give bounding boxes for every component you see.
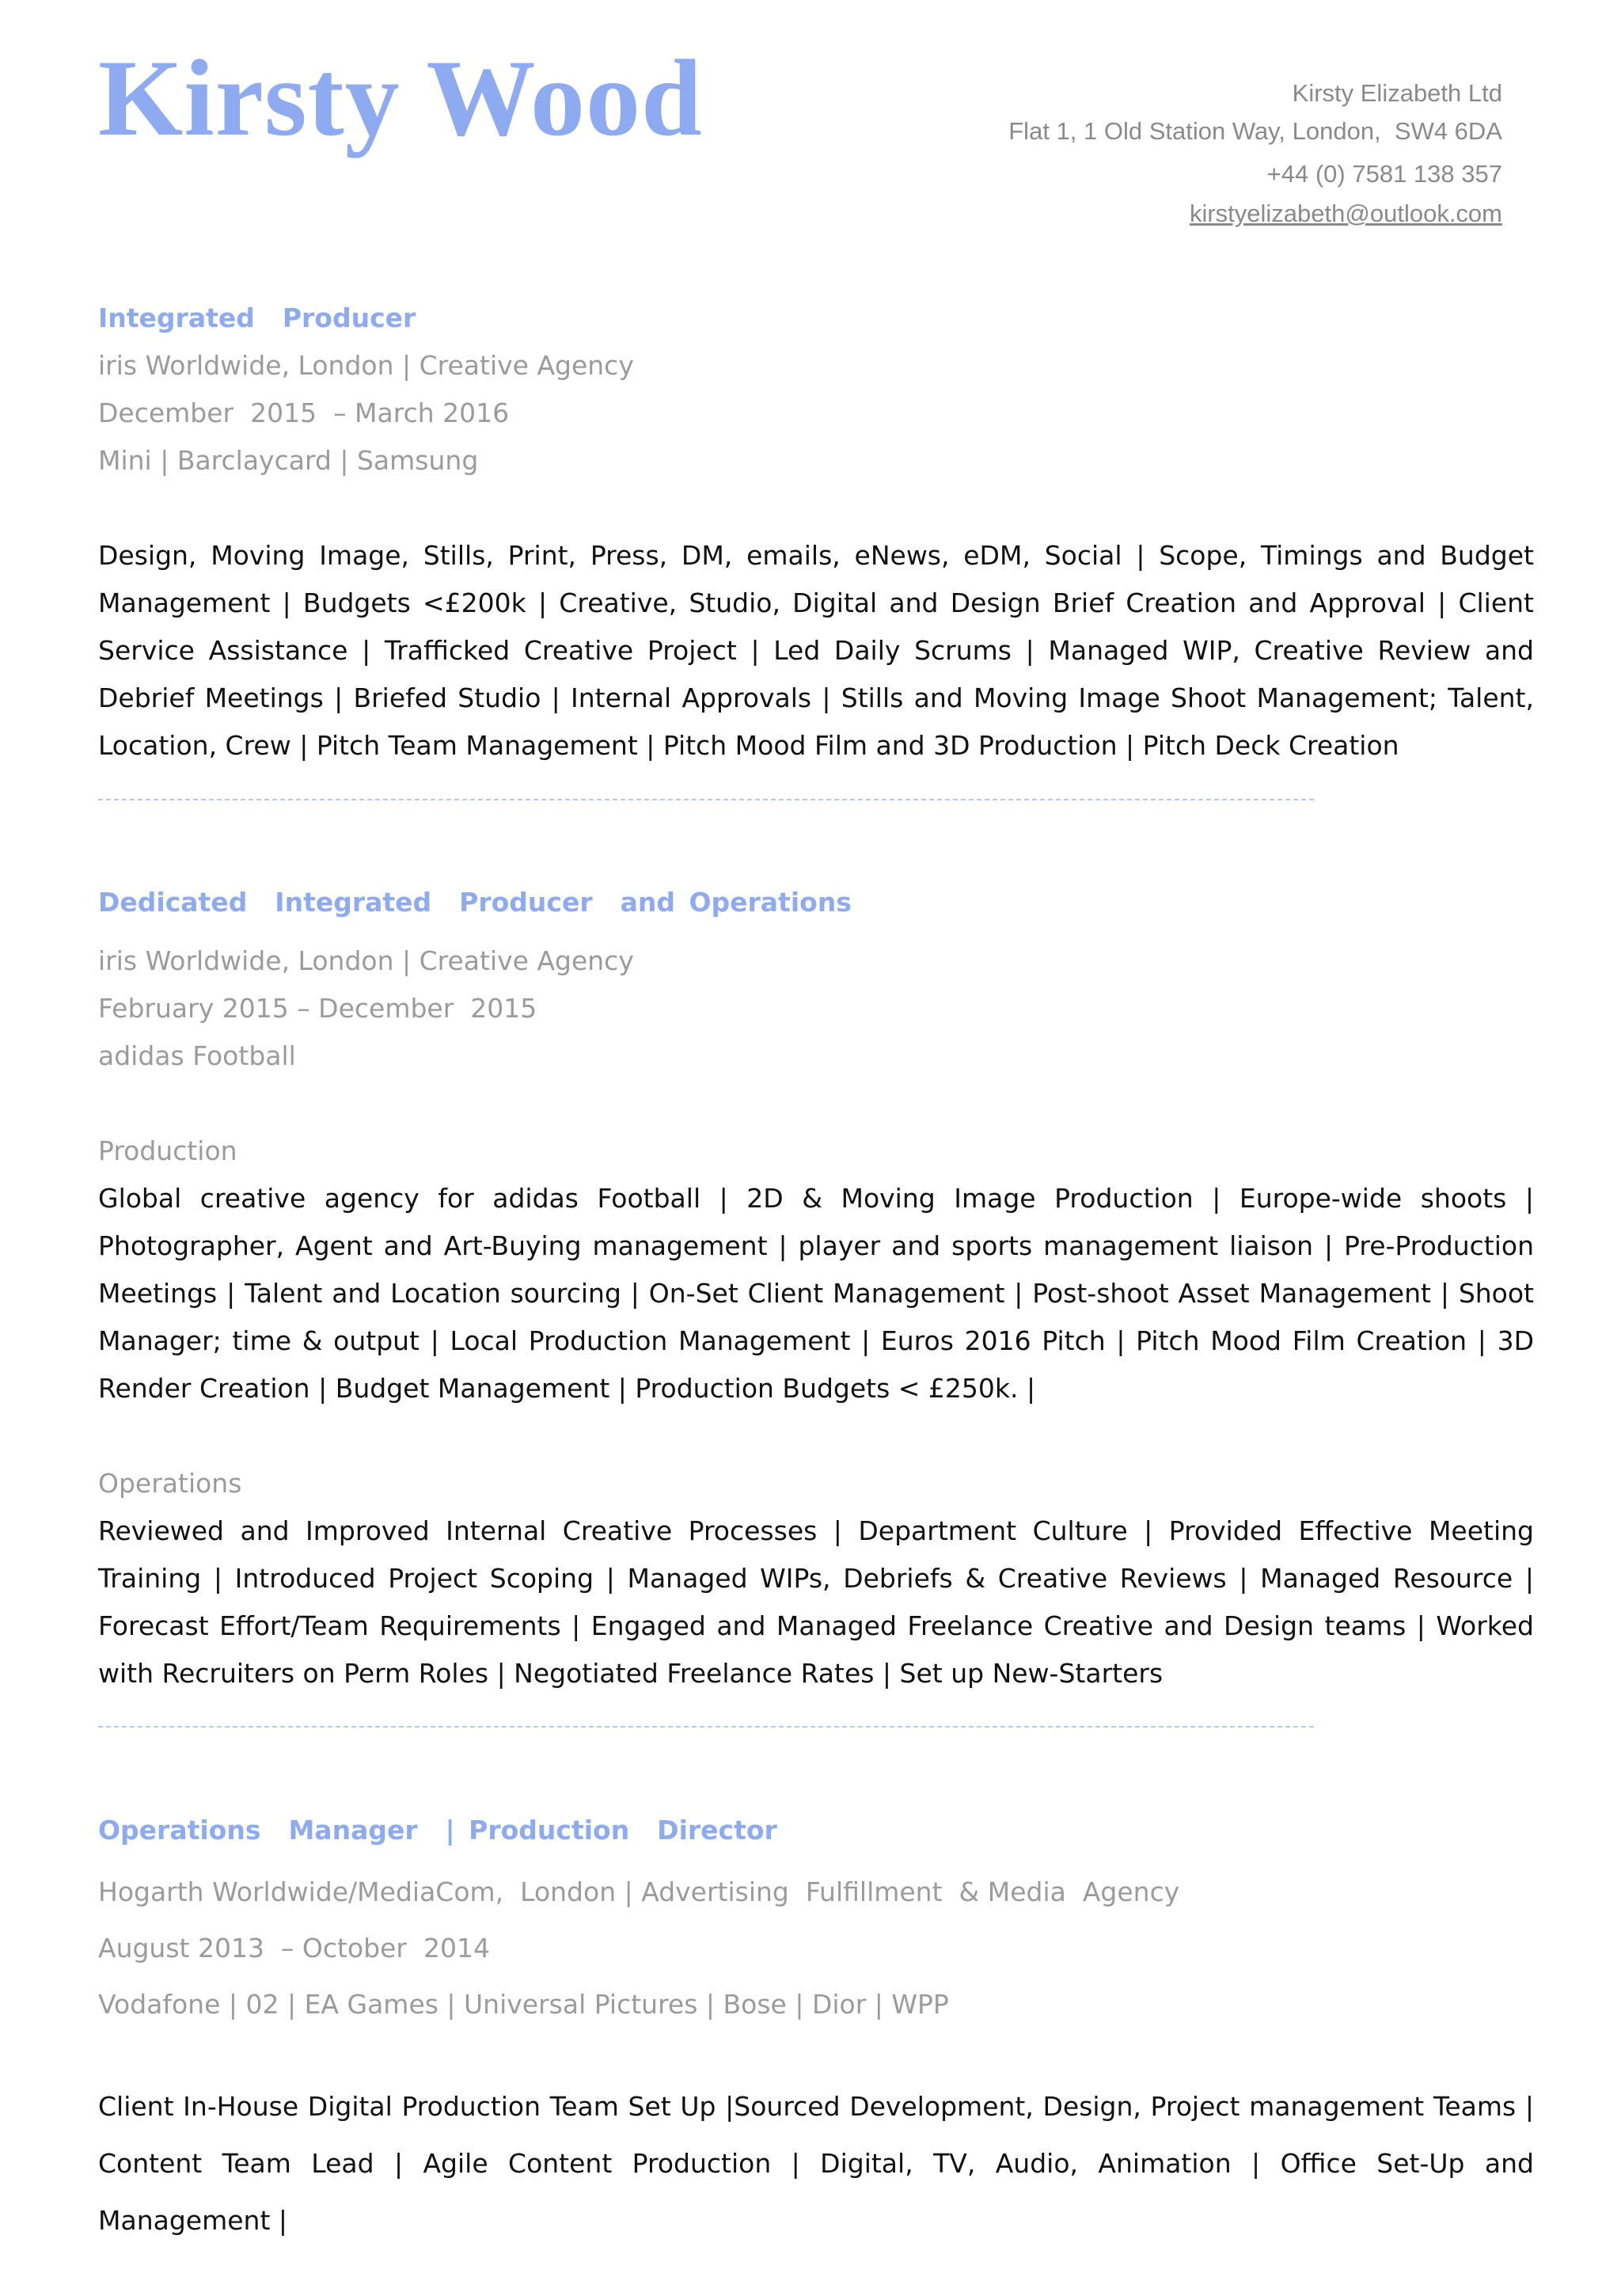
company-name: Kirsty Elizabeth Ltd <box>1292 79 1502 107</box>
job-entry-integrated-producer <box>98 295 1534 770</box>
job-clients: adidas Football <box>98 1040 296 1071</box>
job-company: iris Worldwide, London | Creative Agency <box>98 350 634 381</box>
job-description: Design, Moving Image, Stills, Print, Press, DM, emails, eNews, eDM, Social | Scope, Timings and Budget Management | Budgets <£200k | Creative, Studio, Digital and Design Brief Creation and Approval | Client Service Assistance | Trafficked Creative Project | Led Daily Scrums | Managed WIP, Creative Review and Debrief Meetings | Briefed Studio | Internal Approvals | Stills and Moving Image Shoot Management; Talent, Location, Crew | Pitch Team Management | Pitch Mood Film and 3D Production | Pitch Deck Creation <box>98 540 1534 761</box>
operations-heading: Operations <box>98 1468 242 1499</box>
address: Flat 1, 1 Old Station Way, London, SW4 6DA <box>1008 117 1502 145</box>
job-entry-operations-manager <box>98 1807 1534 2249</box>
candidate-name: Kirsty Wood <box>98 37 703 158</box>
job-company: Hogarth Worldwide/MediaCom, London | Advertising Fulfillment & Media Agency <box>98 1876 1180 1907</box>
job-dates: February 2015 – December 2015 <box>98 993 537 1024</box>
section-divider <box>98 1726 1314 1728</box>
section-divider <box>98 799 1314 800</box>
job-clients: Vodafone | 02 | EA Games | Universal Pictures | Bose | Dior | WPP <box>98 1989 949 2020</box>
job-title: Integrated Producer <box>98 302 416 333</box>
production-heading: Production <box>98 1135 237 1166</box>
job-description: Client In-House Digital Production Team Set Up |Sourced Development, Design, Project management Teams | Content Team Lead | Agile Content Production | Digital, TV, Audio, Animation | Office Set-Up and Management | <box>98 2091 1534 2236</box>
job-dates: August 2013 – October 2014 <box>98 1933 490 1963</box>
job-entry-dedicated-producer <box>98 879 1534 1697</box>
production-description: Global creative agency for adidas Football | 2D & Moving Image Production | Europe-wide shoots | Photographer, Agent and Art-Buying management | player and sports management liaison | Pre-Production Meetings | Talent and Location sourcing | On-Set Client Management | Post-shoot Asset Management | Shoot Manager; time & output | Local Production Management | Euros 2016 Pitch | Pitch Mood Film Creation | 3D Render Creation | Budget Management | Production Budgets < £250k. | <box>98 1183 1534 1404</box>
job-clients: Mini | Barclaycard | Samsung <box>98 445 479 476</box>
job-title: Dedicated Integrated Producer and Operations <box>98 887 852 918</box>
job-title: Operations Manager | Production Director <box>98 1815 777 1846</box>
phone-number: +44 (0) 7581 138 357 <box>1266 160 1502 188</box>
job-company: iris Worldwide, London | Creative Agency <box>98 945 634 976</box>
operations-description: Reviewed and Improved Internal Creative Processes | Department Culture | Provided Effective Meeting Training | Introduced Project Scoping | Managed WIPs, Debriefs & Creative Reviews | Managed Resource | Forecast Effort/Team Requirements | Engaged and Managed Freelance Creative and Design teams | Worked with Recruiters on Perm Roles | Negotiated Freelance Rates | Set up New-Starters <box>98 1515 1534 1689</box>
job-dates: December 2015 – March 2016 <box>98 397 510 428</box>
email-link[interactable]: kirstyelizabeth@outlook.com <box>1189 200 1502 227</box>
contact-block <box>790 74 1502 233</box>
